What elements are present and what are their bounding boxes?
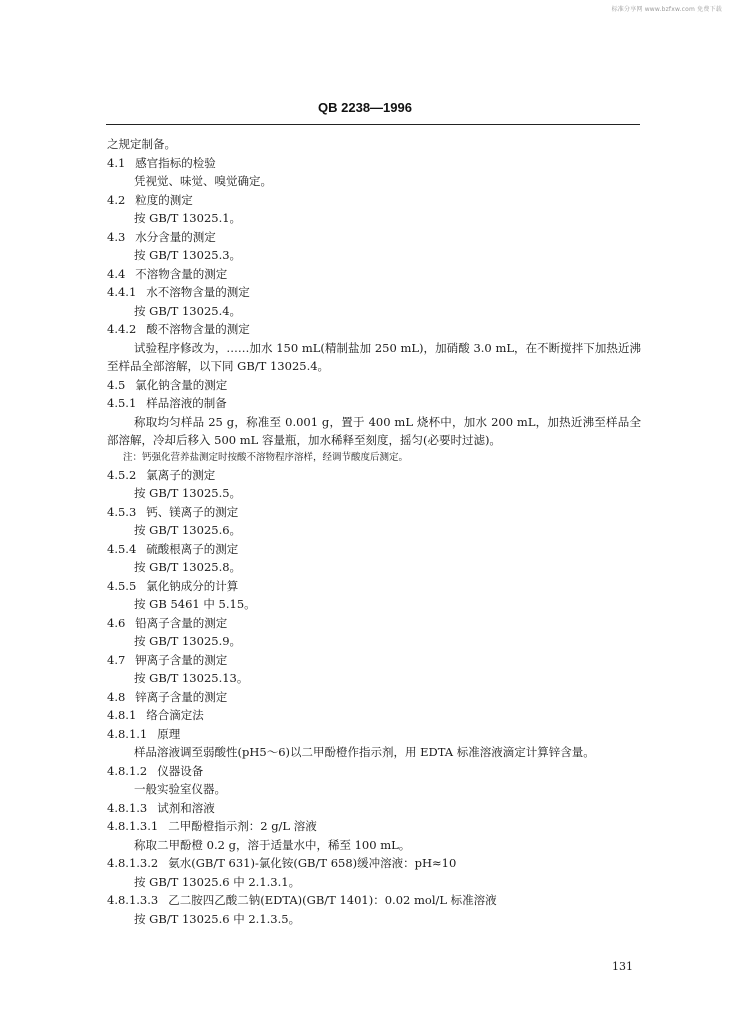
section-heading: 4.4.1 水不溶物含量的测定 (107, 285, 250, 299)
document-body (107, 135, 641, 928)
text-line: 一般实验室仪器。 (134, 782, 226, 796)
note-text: 注：钙强化营养盐测定时按酸不溶物程序溶样，经调节酸度后测定。 (123, 451, 409, 463)
text-line: 按 GB/T 13025.1。 (134, 211, 242, 225)
section-heading: 4.2 粒度的测定 (107, 192, 193, 207)
section-heading: 4.5.2 氯离子的测定 (107, 467, 216, 482)
watermark-text: 标准分享网 www.bzfxw.com 免费下载 (611, 6, 722, 13)
section-heading: 4.8.1 络合滴定法 (107, 708, 204, 722)
section-heading: 4.8.1.3 试剂和溶液 (107, 800, 215, 815)
section-heading: 4.5 氯化钠含量的测定 (107, 377, 228, 392)
section-heading: 4.8.1.3.3 乙二胺四乙酸二钠(EDTA)(GB/T 1401)：0.02 mol/L 标准溶液 (107, 893, 497, 907)
section-heading: 4.3 水分含量的测定 (107, 229, 216, 244)
text-line: 按 GB/T 13025.6 中 2.1.3.1。 (134, 874, 301, 889)
text-line: 之规定制备。 (107, 137, 176, 151)
section-heading: 4.6 铅离子含量的测定 (107, 615, 228, 630)
section-heading: 4.4 不溶物含量的测定 (107, 266, 228, 281)
section-heading: 4.5.4 硫酸根离子的测定 (107, 541, 239, 556)
text-line: 按 GB/T 13025.6 中 2.1.3.5。 (134, 911, 301, 926)
text-line: 按 GB/T 13025.13。 (134, 671, 249, 685)
text-line: 凭视觉、味觉、嗅觉确定。 (134, 174, 272, 188)
text-line: 按 GB/T 13025.4。 (134, 303, 242, 318)
header-rule (106, 124, 640, 125)
section-heading: 4.8.1.2 仪器设备 (107, 763, 204, 778)
text-line: 按 GB/T 13025.9。 (134, 634, 242, 648)
section-heading: 4.5.5 氯化钠成分的计算 (107, 578, 239, 593)
paragraph: 试验程序修改为，……加水 150 mL(精制盐加 250 mL)，加硝酸 3.0 mL，在不断搅拌下加热近沸至样品全部溶解，以下同 GB/T 13025.4。 (107, 340, 641, 373)
section-heading: 4.5.1 样品溶液的制备 (107, 396, 227, 410)
text-line: 按 GB 5461 中 5.15。 (134, 597, 256, 611)
standard-header: QB 2238—1996 (318, 100, 412, 115)
paragraph: 称取均匀样品 25 g，称准至 0.001 g，置于 400 mL 烧杯中，加水 200 mL，加热近沸至样品全部溶解，冷却后移入 500 mL 容量瓶，加水稀释至刻度，摇匀(必要时过滤)。 (107, 414, 641, 447)
section-heading: 4.8.1.3.1 二甲酚橙指示剂：2 g/L 溶液 (107, 819, 317, 833)
section-heading: 4.8.1.1 原理 (107, 726, 181, 741)
section-heading: 4.5.3 钙、镁离子的测定 (107, 504, 239, 519)
text-line: 按 GB/T 13025.3。 (134, 248, 242, 262)
text-line: 按 GB/T 13025.6。 (134, 523, 242, 537)
section-heading: 4.8.1.3.2 氨水(GB/T 631)-氯化铵(GB/T 658)缓冲溶液：pH≈10 (107, 856, 457, 870)
text-line: 按 GB/T 13025.8。 (134, 560, 242, 574)
section-heading: 4.4.2 酸不溶物含量的测定 (107, 322, 250, 336)
text-line: 按 GB/T 13025.5。 (134, 486, 242, 500)
page-number: 131 (612, 960, 633, 973)
text-line: 样品溶液调至弱酸性(pH5～6)以二甲酚橙作指示剂，用 EDTA 标准溶液滴定计算锌含量。 (134, 745, 595, 759)
section-heading: 4.7 钾离子含量的测定 (107, 652, 228, 667)
section-heading: 4.1 感官指标的检验 (107, 155, 216, 170)
section-heading: 4.8 锌离子含量的测定 (107, 689, 228, 704)
text-line: 称取二甲酚橙 0.2 g，溶于适量水中，稀至 100 mL。 (134, 837, 411, 852)
